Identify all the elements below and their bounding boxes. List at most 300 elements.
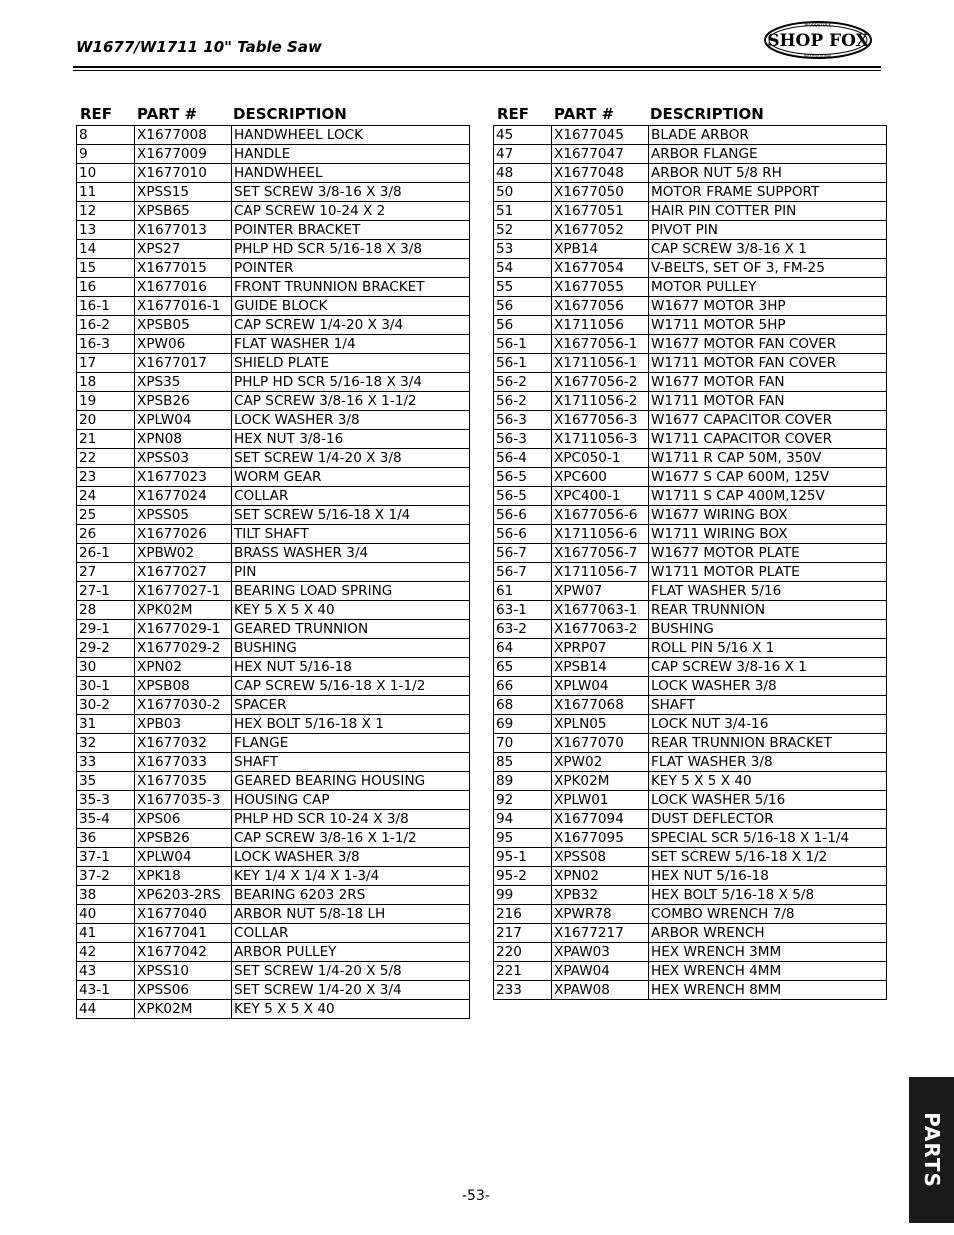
ref-cell: 69	[494, 715, 552, 734]
table-row	[77, 240, 470, 259]
ref-cell: 56-6	[494, 506, 552, 525]
ref-cell: 16-2	[77, 316, 135, 335]
table-row	[494, 734, 887, 753]
part-number-cell: X1677029-2	[135, 639, 232, 658]
ref-cell: 11	[77, 183, 135, 202]
ref-cell: 56-1	[494, 354, 552, 373]
table-row	[494, 886, 887, 905]
logo-text: SHOP FOX	[767, 31, 869, 51]
description-cell: ARBOR NUT 5/8-18 LH	[232, 905, 470, 924]
ref-cell: 63-1	[494, 601, 552, 620]
ref-cell: 61	[494, 582, 552, 601]
table-row	[77, 411, 470, 430]
part-number-cell: X1677045	[552, 126, 649, 145]
part-number-cell: X1677030-2	[135, 696, 232, 715]
description-cell: GEARED TRUNNION	[232, 620, 470, 639]
ref-cell: 217	[494, 924, 552, 943]
part-number-cell: X1677056-7	[552, 544, 649, 563]
ref-cell: 14	[77, 240, 135, 259]
part-number-cell: XPK02M	[135, 1000, 232, 1019]
table-row	[494, 164, 887, 183]
col-header-ref: REF	[80, 105, 113, 123]
description-cell: BEARING LOAD SPRING	[232, 582, 470, 601]
description-cell: W1711 MOTOR FAN	[649, 392, 887, 411]
part-number-cell: X1677016	[135, 278, 232, 297]
part-number-cell: X1677017	[135, 354, 232, 373]
ref-cell: 216	[494, 905, 552, 924]
description-cell: CAP SCREW 3/8-16 X 1	[649, 658, 887, 677]
description-cell: V-BELTS, SET OF 3, FM-25	[649, 259, 887, 278]
ref-cell: 95-1	[494, 848, 552, 867]
description-cell: CAP SCREW 10-24 X 2	[232, 202, 470, 221]
table-row	[77, 829, 470, 848]
ref-cell: 35	[77, 772, 135, 791]
description-cell: HOUSING CAP	[232, 791, 470, 810]
table-row	[77, 943, 470, 962]
part-number-cell: XP6203-2RS	[135, 886, 232, 905]
table-row	[494, 981, 887, 1000]
table-row	[494, 601, 887, 620]
description-cell: LOCK WASHER 5/16	[649, 791, 887, 810]
description-cell: FLAT WASHER 1/4	[232, 335, 470, 354]
ref-cell: 8	[77, 126, 135, 145]
table-row	[494, 943, 887, 962]
table-row	[77, 487, 470, 506]
part-number-cell: XPB32	[552, 886, 649, 905]
part-number-cell: XPSS03	[135, 449, 232, 468]
description-cell: SET SCREW 1/4-20 X 3/4	[232, 981, 470, 1000]
table-row	[77, 677, 470, 696]
part-number-cell: X1677027	[135, 563, 232, 582]
description-cell: PHLP HD SCR 5/16-18 X 3/8	[232, 240, 470, 259]
parts-table-right	[493, 103, 887, 1000]
table-row	[494, 658, 887, 677]
ref-cell: 63-2	[494, 620, 552, 639]
table-row	[77, 601, 470, 620]
description-cell: SET SCREW 3/8-16 X 3/8	[232, 183, 470, 202]
description-cell: SPECIAL SCR 5/16-18 X 1-1/4	[649, 829, 887, 848]
description-cell: BRASS WASHER 3/4	[232, 544, 470, 563]
description-cell: W1677 S CAP 600M, 125V	[649, 468, 887, 487]
table-row	[494, 373, 887, 392]
header-rule-thin	[73, 70, 881, 71]
table-row	[77, 582, 470, 601]
description-cell: HEX NUT 3/8-16	[232, 430, 470, 449]
ref-cell: 30-1	[77, 677, 135, 696]
part-number-cell: X1677026	[135, 525, 232, 544]
description-cell: LOCK WASHER 3/8	[649, 677, 887, 696]
table-row	[494, 221, 887, 240]
description-cell: HEX BOLT 5/16-18 X 5/8	[649, 886, 887, 905]
part-number-cell: X1677035	[135, 772, 232, 791]
logo-arc-bottom: INTERNATIONAL	[803, 54, 833, 58]
part-number-cell: X1711056-3	[552, 430, 649, 449]
table-row	[77, 791, 470, 810]
table-row	[77, 639, 470, 658]
table-row	[77, 449, 470, 468]
part-number-cell: XPC600	[552, 468, 649, 487]
description-cell: REAR TRUNNION	[649, 601, 887, 620]
table-row	[77, 620, 470, 639]
description-cell: FRONT TRUNNION BRACKET	[232, 278, 470, 297]
table-row	[494, 791, 887, 810]
ref-cell: 24	[77, 487, 135, 506]
table-row	[494, 677, 887, 696]
description-cell: MOTOR PULLEY	[649, 278, 887, 297]
part-number-cell: X1677050	[552, 183, 649, 202]
table-row	[494, 715, 887, 734]
ref-cell: 21	[77, 430, 135, 449]
description-cell: WORM GEAR	[232, 468, 470, 487]
description-cell: ROLL PIN 5/16 X 1	[649, 639, 887, 658]
ref-cell: 40	[77, 905, 135, 924]
part-number-cell: XPAW08	[552, 981, 649, 1000]
table-row	[494, 848, 887, 867]
ref-cell: 20	[77, 411, 135, 430]
table-row	[77, 316, 470, 335]
table-row	[494, 449, 887, 468]
ref-cell: 56-5	[494, 487, 552, 506]
ref-cell: 54	[494, 259, 552, 278]
part-number-cell: X1711056-1	[552, 354, 649, 373]
part-number-cell: X1677056-2	[552, 373, 649, 392]
part-number-cell: X1711056-2	[552, 392, 649, 411]
description-cell: KEY 5 X 5 X 40	[232, 1000, 470, 1019]
part-number-cell: XPS06	[135, 810, 232, 829]
table-row	[494, 145, 887, 164]
part-number-cell: X1677027-1	[135, 582, 232, 601]
description-cell: SHIELD PLATE	[232, 354, 470, 373]
table-row	[494, 639, 887, 658]
table-row	[77, 563, 470, 582]
table-row	[77, 696, 470, 715]
description-cell: SET SCREW 5/16-18 X 1/2	[649, 848, 887, 867]
part-number-cell: X1677070	[552, 734, 649, 753]
ref-cell: 56-7	[494, 544, 552, 563]
table-row	[494, 183, 887, 202]
col-header-description: DESCRIPTION	[650, 105, 764, 123]
description-cell: GUIDE BLOCK	[232, 297, 470, 316]
description-cell: REAR TRUNNION BRACKET	[649, 734, 887, 753]
ref-cell: 70	[494, 734, 552, 753]
description-cell: HEX WRENCH 4MM	[649, 962, 887, 981]
table-row	[77, 392, 470, 411]
col-header-description: DESCRIPTION	[233, 105, 347, 123]
ref-cell: 38	[77, 886, 135, 905]
table-row	[77, 202, 470, 221]
ref-cell: 13	[77, 221, 135, 240]
part-number-cell: X1677035-3	[135, 791, 232, 810]
description-cell: W1677 MOTOR FAN	[649, 373, 887, 392]
table-row	[494, 563, 887, 582]
table-row	[494, 544, 887, 563]
part-number-cell: XPSS05	[135, 506, 232, 525]
ref-cell: 95-2	[494, 867, 552, 886]
table-row	[77, 506, 470, 525]
description-cell: HANDLE	[232, 145, 470, 164]
ref-cell: 233	[494, 981, 552, 1000]
description-cell: W1677 MOTOR FAN COVER	[649, 335, 887, 354]
part-number-cell: XPSS06	[135, 981, 232, 1000]
description-cell: TILT SHAFT	[232, 525, 470, 544]
table-row	[77, 145, 470, 164]
description-cell: W1677 WIRING BOX	[649, 506, 887, 525]
ref-cell: 29-1	[77, 620, 135, 639]
part-number-cell: X1677094	[552, 810, 649, 829]
part-number-cell: X1677032	[135, 734, 232, 753]
ref-cell: 25	[77, 506, 135, 525]
description-cell: HANDWHEEL LOCK	[232, 126, 470, 145]
part-number-cell: X1677024	[135, 487, 232, 506]
table-row	[77, 905, 470, 924]
description-cell: W1711 MOTOR PLATE	[649, 563, 887, 582]
part-number-cell: X1677055	[552, 278, 649, 297]
part-number-cell: X1677040	[135, 905, 232, 924]
part-number-cell: XPS27	[135, 240, 232, 259]
part-number-cell: XPSB26	[135, 829, 232, 848]
col-header-ref: REF	[497, 105, 530, 123]
table-row	[77, 183, 470, 202]
part-number-cell: X1711056-7	[552, 563, 649, 582]
part-number-cell: X1677042	[135, 943, 232, 962]
ref-cell: 22	[77, 449, 135, 468]
ref-cell: 56	[494, 297, 552, 316]
part-number-cell: X1677056-1	[552, 335, 649, 354]
ref-cell: 32	[77, 734, 135, 753]
part-number-cell: X1677009	[135, 145, 232, 164]
col-header-part: PART #	[554, 105, 615, 123]
part-number-cell: X1677029-1	[135, 620, 232, 639]
part-number-cell: XPK02M	[552, 772, 649, 791]
table-row	[77, 734, 470, 753]
table-row	[494, 468, 887, 487]
ref-cell: 44	[77, 1000, 135, 1019]
part-number-cell: XPSB26	[135, 392, 232, 411]
part-number-cell: XPBW02	[135, 544, 232, 563]
ref-cell: 42	[77, 943, 135, 962]
col-header-part: PART #	[137, 105, 198, 123]
part-number-cell: XPC400-1	[552, 487, 649, 506]
part-number-cell: XPK02M	[135, 601, 232, 620]
part-number-cell: XPSB14	[552, 658, 649, 677]
document-title: W1677/W1711 10" Table Saw	[76, 38, 322, 56]
ref-cell: 10	[77, 164, 135, 183]
table-row	[77, 981, 470, 1000]
table-row	[494, 240, 887, 259]
part-number-cell: X1677056-6	[552, 506, 649, 525]
description-cell: KEY 5 X 5 X 40	[232, 601, 470, 620]
part-number-cell: XPSB65	[135, 202, 232, 221]
part-number-cell: XPB14	[552, 240, 649, 259]
description-cell: POINTER	[232, 259, 470, 278]
table-row	[494, 810, 887, 829]
description-cell: W1711 R CAP 50M, 350V	[649, 449, 887, 468]
part-number-cell: X1677016-1	[135, 297, 232, 316]
ref-cell: 31	[77, 715, 135, 734]
part-number-cell: XPSB05	[135, 316, 232, 335]
ref-cell: 33	[77, 753, 135, 772]
header-rule-thick	[73, 66, 881, 68]
ref-cell: 16-1	[77, 297, 135, 316]
ref-cell: 56-1	[494, 335, 552, 354]
table-row	[494, 905, 887, 924]
ref-cell: 95	[494, 829, 552, 848]
table-header	[493, 103, 887, 125]
description-cell: W1677 MOTOR 3HP	[649, 297, 887, 316]
ref-cell: 35-3	[77, 791, 135, 810]
table-row	[494, 316, 887, 335]
description-cell: HEX WRENCH 8MM	[649, 981, 887, 1000]
description-cell: HEX NUT 5/16-18	[649, 867, 887, 886]
table-row	[77, 962, 470, 981]
part-number-cell: X1677013	[135, 221, 232, 240]
table-row	[494, 867, 887, 886]
description-cell: ARBOR FLANGE	[649, 145, 887, 164]
ref-cell: 27	[77, 563, 135, 582]
ref-cell: 52	[494, 221, 552, 240]
ref-cell: 56-2	[494, 392, 552, 411]
description-cell: SPACER	[232, 696, 470, 715]
description-cell: W1711 CAPACITOR COVER	[649, 430, 887, 449]
ref-cell: 35-4	[77, 810, 135, 829]
part-number-cell: X1677056-3	[552, 411, 649, 430]
ref-cell: 65	[494, 658, 552, 677]
ref-cell: 29-2	[77, 639, 135, 658]
ref-cell: 45	[494, 126, 552, 145]
ref-cell: 9	[77, 145, 135, 164]
table-row	[77, 126, 470, 145]
table-row	[494, 772, 887, 791]
part-number-cell: XPAW03	[552, 943, 649, 962]
description-cell: FLAT WASHER 3/8	[649, 753, 887, 772]
ref-cell: 17	[77, 354, 135, 373]
description-cell: W1677 CAPACITOR COVER	[649, 411, 887, 430]
description-cell: PIN	[232, 563, 470, 582]
part-number-cell: XPB03	[135, 715, 232, 734]
part-number-cell: XPN08	[135, 430, 232, 449]
ref-cell: 221	[494, 962, 552, 981]
ref-cell: 66	[494, 677, 552, 696]
description-cell: KEY 5 X 5 X 40	[649, 772, 887, 791]
table-row	[77, 297, 470, 316]
ref-cell: 56-6	[494, 525, 552, 544]
part-number-cell: X1677056	[552, 297, 649, 316]
right-table-body	[494, 126, 887, 1000]
part-number-cell: X1677041	[135, 924, 232, 943]
description-cell: HEX BOLT 5/16-18 X 1	[232, 715, 470, 734]
section-tab-label: PARTS	[919, 1112, 944, 1188]
ref-cell: 68	[494, 696, 552, 715]
description-cell: FLAT WASHER 5/16	[649, 582, 887, 601]
ref-cell: 64	[494, 639, 552, 658]
ref-cell: 56-3	[494, 411, 552, 430]
description-cell: HAIR PIN COTTER PIN	[649, 202, 887, 221]
part-number-cell: XPK18	[135, 867, 232, 886]
ref-cell: 37-1	[77, 848, 135, 867]
table-row	[77, 278, 470, 297]
ref-cell: 220	[494, 943, 552, 962]
description-cell: SET SCREW 5/16-18 X 1/4	[232, 506, 470, 525]
part-number-cell: XPSS10	[135, 962, 232, 981]
description-cell: PHLP HD SCR 5/16-18 X 3/4	[232, 373, 470, 392]
table-header	[76, 103, 470, 125]
part-number-cell: XPS35	[135, 373, 232, 392]
description-cell: BLADE ARBOR	[649, 126, 887, 145]
ref-cell: 89	[494, 772, 552, 791]
description-cell: SHAFT	[232, 753, 470, 772]
description-cell: W1677 MOTOR PLATE	[649, 544, 887, 563]
table-row	[494, 297, 887, 316]
description-cell: HEX NUT 5/16-18	[232, 658, 470, 677]
ref-cell: 30-2	[77, 696, 135, 715]
page-number: -53-	[462, 1188, 490, 1204]
ref-cell: 99	[494, 886, 552, 905]
part-number-cell: XPLW04	[552, 677, 649, 696]
ref-cell: 53	[494, 240, 552, 259]
part-number-cell: XPLW01	[552, 791, 649, 810]
table-row	[494, 582, 887, 601]
description-cell: CAP SCREW 3/8-16 X 1	[649, 240, 887, 259]
table-row	[494, 753, 887, 772]
ref-cell: 26-1	[77, 544, 135, 563]
description-cell: FLANGE	[232, 734, 470, 753]
table-row	[494, 506, 887, 525]
logo-arc-top: WOODSTOCK	[804, 22, 832, 28]
description-cell: COLLAR	[232, 924, 470, 943]
table-row	[77, 221, 470, 240]
part-number-cell: X1677010	[135, 164, 232, 183]
table-row	[494, 525, 887, 544]
description-cell: CAP SCREW 1/4-20 X 3/4	[232, 316, 470, 335]
part-number-cell: X1711056-6	[552, 525, 649, 544]
part-number-cell: X1677063-2	[552, 620, 649, 639]
table-row	[77, 164, 470, 183]
ref-cell: 51	[494, 202, 552, 221]
description-cell: LOCK WASHER 3/8	[232, 411, 470, 430]
section-tab-parts	[909, 1077, 954, 1223]
ref-cell: 92	[494, 791, 552, 810]
description-cell: KEY 1/4 X 1/4 X 1-3/4	[232, 867, 470, 886]
description-cell: MOTOR FRAME SUPPORT	[649, 183, 887, 202]
ref-cell: 36	[77, 829, 135, 848]
part-number-cell: XPRP07	[552, 639, 649, 658]
part-number-cell: X1711056	[552, 316, 649, 335]
table-row	[494, 278, 887, 297]
ref-cell: 43-1	[77, 981, 135, 1000]
table-row	[77, 259, 470, 278]
description-cell: CAP SCREW 5/16-18 X 1-1/2	[232, 677, 470, 696]
ref-cell: 37-2	[77, 867, 135, 886]
table-row	[494, 962, 887, 981]
ref-cell: 85	[494, 753, 552, 772]
part-number-cell: XPN02	[552, 867, 649, 886]
ref-cell: 56	[494, 316, 552, 335]
ref-cell: 48	[494, 164, 552, 183]
description-cell: SET SCREW 1/4-20 X 3/8	[232, 449, 470, 468]
ref-cell: 26	[77, 525, 135, 544]
description-cell: ARBOR PULLEY	[232, 943, 470, 962]
ref-cell: 41	[77, 924, 135, 943]
part-number-cell: XPSS08	[552, 848, 649, 867]
ref-cell: 16-3	[77, 335, 135, 354]
part-number-cell: XPLW04	[135, 848, 232, 867]
part-number-cell: XPSS15	[135, 183, 232, 202]
table-row	[494, 430, 887, 449]
ref-cell: 56-4	[494, 449, 552, 468]
description-cell: PHLP HD SCR 10-24 X 3/8	[232, 810, 470, 829]
part-number-cell: X1677217	[552, 924, 649, 943]
part-number-cell: XPN02	[135, 658, 232, 677]
